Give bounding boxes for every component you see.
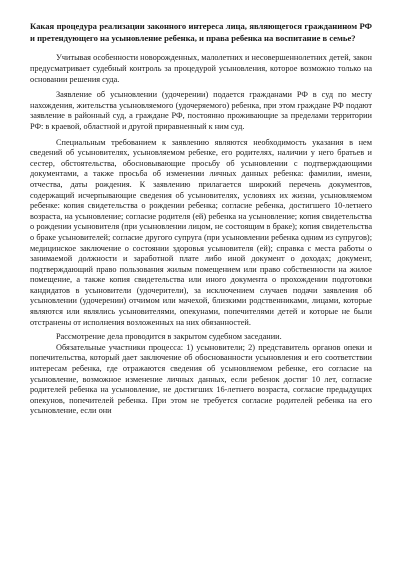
paragraph-requirements: Специальным требованием к заявлению являются необходимость указания в нем сведений об усыновителях, усыновляемом ребенке, его родителях, наличии у него братьев и сестер, обстоятельства, обосновывающие просьбу об усыновлении с подтверждающими документами, а также просьба об изменении личных данных ребенка: фамилии, имени, отчества, даты рождения. К заявлению прилагается широкий перечень документов, содержащий исчерпывающие сведения об усыновителях, условиях их жизни, усыновляемом ребенке: копия свидетельства о рождении ребенка; согласие ребенка, достигшего 10-летнего возраста, на усыновление; согласие родителя (ей) ребенка на усыновление; копия свидетельства о рождении усыновителя (при усыновлении лицом, не состоящим в браке); копия свидетельства о браке усыновителей; согласие другого супруга (при усыновлении ребенка одним из супругов); медицинское заключение о состоянии здоровья усыновителя (ей); справка с места работы о занимаемой должности и заработной плате либо иной документ о доходах; документ, подтверждающий право пользования жилым помещением или право собственности на жилое помещение, а также копия свидетельства или иного документа о прохождении подготовки кандидатов в усыновители (удочерители), за исключением случаев подачи заявления об усыновлении (удочерении) отчимом или мачехой, близкими родственниками, лицами, которые являются или являлись усыновителями, опекунами, попечителями детей и которые не были отстранены от исполнения возложенных на них обязанностей. <box>30 137 372 327</box>
paragraph-closed-session: Рассмотрение дела проводится в закрытом судебном заседании. <box>56 332 282 342</box>
document-title: Какая процедура реализации законного интереса лица, являющегося гражданином РФ и претендующего на усыновление ребенка, и права ребенка на воспитание в семье? <box>30 21 372 44</box>
paragraph-participants: Обязательные участники процесса: 1) усыновители; 2) представитель органов опеки и попечительства, который дает заключение об обоснованности усыновления и его соответствии интересам ребенка, где отражаются сведения об усыновляемом ребенке, его согласие на усыновление, возможное изменение личных данных, если ребенок достиг 10 лет, согласие родителей ребенка на усыновление, не достигших 16-летнего возраста, согласие предыдущих опекунов, попечителей ребенка. При этом не требуется согласие родителей ребенка на его усыновление, если они <box>30 342 372 416</box>
paragraph-application: Заявление об усыновлении (удочерении) подается гражданами РФ в суд по месту нахождения, жительства усыновляемого (удочеряемого) ребенка, при этом граждане РФ подают заявление в районный суд, а граждане РФ, постоянно проживающие за пределами территории РФ: в краевой, областной и другой приравненный к ним суд. <box>30 90 372 131</box>
paragraph-intro: Учитывая особенности новорожденных, малолетних и несовершеннолетних детей, закон предусматривает судебный контроль за процедурой усыновления, которое возможно только на основании решения суда. <box>30 53 372 84</box>
